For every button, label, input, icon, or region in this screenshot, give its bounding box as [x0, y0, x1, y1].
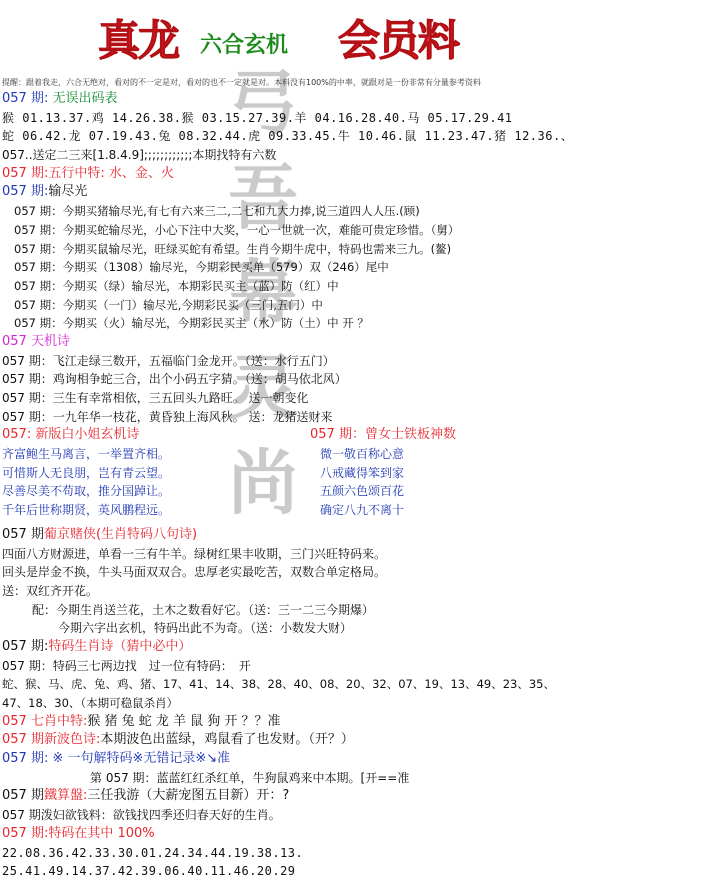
section-heading: 057 期葡京赌侠(生肖特码八句诗) [2, 526, 198, 542]
list-item: 057 期：今期买（一门）输尽光,今期彩民买（三门,五门）中 [14, 297, 323, 312]
section-heading: 057: 新版白小姐玄机诗 [2, 427, 140, 443]
section-heading: 057 天机诗 [2, 333, 70, 349]
watermark-char: 幕 [228, 251, 298, 334]
list-item: 蛇、猴、马、虎、兔、鸡、猪、17、41、14、38、28、40、08、20、32、07、19、13、49、23、35、 [2, 677, 555, 692]
list-item: 057 期：鸡询相争蛇三合，出个小码五字猜。（送：胡马依北风） [2, 372, 347, 387]
list-item: 蛇 06.42.龙 07.19.43.兔 08.32.44.虎 09.33.45.牛 10.46.鼠 11.23.47.猪 12.36.、 [2, 129, 574, 144]
section-heading: 057 期：曾女士铁板神数 [310, 427, 456, 443]
list-item: 057 期：飞江走绿三数开，五福临门金龙开。（送：水行五门） [2, 353, 335, 368]
list-item: 今期六字出玄机，特码出此不为奇。（送：小数发大财） [58, 621, 353, 636]
list-item: 配：今期生肖送兰花，土木之数看好它。（送：三一二三今期爆） [32, 602, 375, 617]
list-item: 057 期：一九年华一枝花，黄昏独上海风秋。 送：龙猪送财来 [2, 409, 333, 424]
list-item: 尽善尽美不苟取，推分国踔让。 [2, 484, 171, 499]
list-item: 057 期：今期买（绿）输尽光，本期彩民买主（蓝）防（红）中 [14, 278, 339, 293]
list-item: 回头是岸金不换，牛头马面双双合。忠厚老实最吃苦，双数合单定格局。 [2, 565, 387, 580]
right-column [300, 426, 456, 519]
left-column [0, 426, 300, 519]
list-item: 057 期：今期买蛇输尽光，小心下注中大奖，一心一世就一次，难能可贵定珍惜。（舅） [14, 222, 460, 237]
disclaimer: 提醒：跟着我走，六合无绝对，看对的不一定是对，看对的也不一定就是对。本料没有100%的中率，就跟对是一份非常有分量参考资料 [2, 78, 481, 87]
title-part2: 六合玄机 [200, 32, 289, 58]
list-item: 057 期：今期买（火）输尽光，今期彩民买主（水）防（土）中 开 ？ [14, 316, 369, 331]
section-heading: 057 期: ※ 一句解特码※无错记录※↘准 [2, 751, 231, 767]
list-item: 25.41.49.14.37.42.39.06.40.11.46.20.29 [2, 864, 296, 879]
list-item: 齐富鲍生马离言，一举置齐相。 [2, 447, 171, 462]
watermark-char: 吾 [228, 156, 298, 239]
list-item: 确定八九不离十 [320, 503, 405, 518]
list-item: 057 期：三生有幸常相依，三五回头九路旺。 送一朝变化 [2, 391, 309, 405]
list-item: 微一敬百称心意 [320, 447, 405, 462]
list-item: 千年后世称期贤，英风鹏程远。 [2, 503, 171, 518]
section-heading: 057 期鐵算盤:三任我游（大薪宠图五目新）开：? [2, 788, 290, 804]
watermark-char: 灵 [228, 346, 298, 429]
title-part3: 会员料 [338, 16, 459, 65]
page-header [0, 0, 720, 65]
list-item: 057 期：今期买鼠输尽光，旺绿买蛇有希望。生肖今期牛虎中，特码也需来三九。(鳌) [14, 241, 452, 256]
section-heading: 057 期:五行中特: 水、金、火 [2, 165, 174, 181]
list-item: 057 期泼妇欲钱料：欲钱找四季还归春天好的生肖。 [2, 808, 281, 823]
list-item: 送：双红齐开花。 [2, 583, 99, 598]
section-heading: 057 期: 无误出码表 [2, 91, 118, 106]
list-item: 八戒藏得笨到家 [320, 465, 405, 480]
section-heading: 057 期:特码在其中 100% [2, 825, 155, 841]
watermark-char: 弓 [228, 61, 298, 144]
section-heading: 057 七肖中特:猴 猪 兔 蛇 龙 羊 鼠 狗 开 ？？准 [2, 713, 281, 729]
list-item: 057 期：今期买（1308）输尽光，今期彩民买单（579）双（246）尾中 [14, 260, 389, 275]
list-item: 四面八方财源进，单看一三有牛羊。绿树红果丰收期，三门兴旺特码来。 [2, 546, 387, 561]
list-item: 五颜六色颂百花 [320, 484, 405, 499]
list-item: 猴 01.13.37.鸡 14.26.38.猴 03.15.27.39.羊 04.16.28.40.马 05.17.29.41 [2, 110, 513, 125]
watermark-char: 尚 [228, 441, 298, 524]
list-item: 22.08.36.42.33.30.01.24.34.44.19.38.13. [2, 845, 304, 860]
section-heading: 057 期新波色诗:本期波色出蓝绿，鸡鼠看了也发财。（开？） [2, 732, 354, 748]
list-item: 057..送定二三来[1.8.4.9];;;;;;;;;;;;本期找特有六数 [2, 148, 277, 163]
list-item: 057 期：今期买猪输尽光,有七有六来三二,二七和九大力捧,说三道四人人压.(顾) [14, 204, 420, 219]
list-item: 第 057 期：蓝蓝红红杀红单，牛狗鼠鸡来中本期。[开==准 [90, 770, 410, 785]
list-item: 可惜斯人无良朋，岂有青云望。 [2, 465, 171, 480]
title-part1: 真龙 [98, 16, 179, 65]
section-heading: 057 期:输尽光 [2, 184, 88, 200]
list-item: 47、18、30、（本期可稳鼠杀肖） [2, 696, 179, 710]
section-heading: 057 期:特码生肖诗（猜中必中） [2, 638, 192, 654]
list-item: 057 期：特码三七两边找 过一位有特码： 开 [2, 658, 251, 673]
two-column-block [0, 426, 720, 519]
